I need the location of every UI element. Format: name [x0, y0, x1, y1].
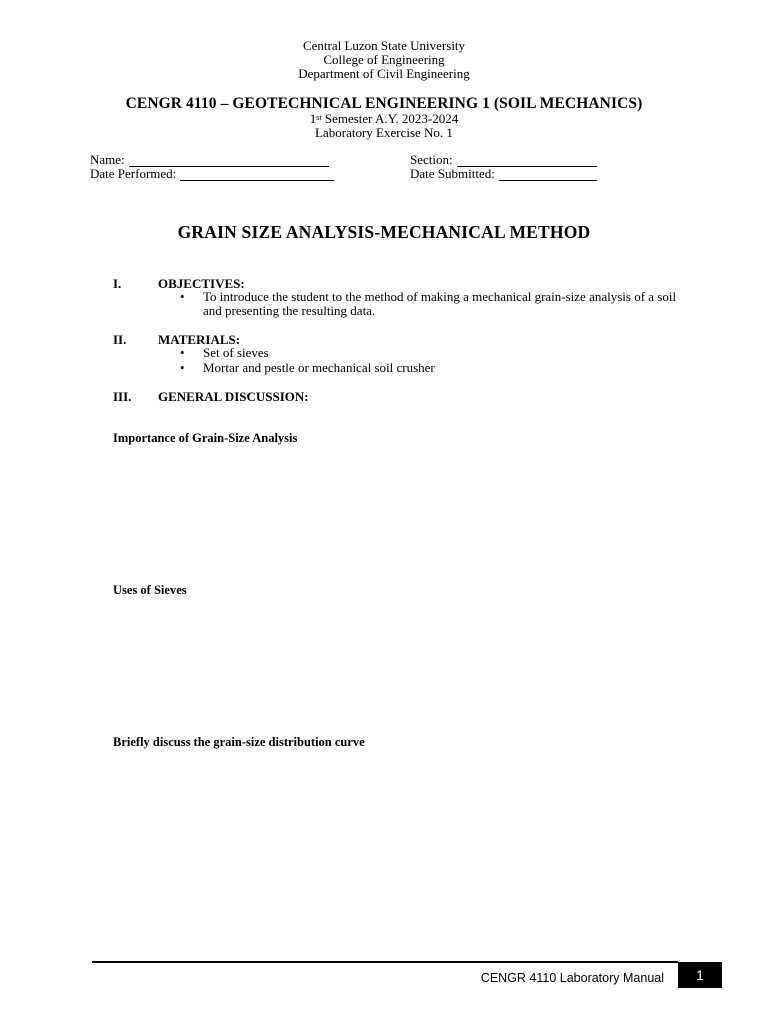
university-name: Central Luzon State University: [302, 38, 466, 53]
material-item: Set of sieves: [203, 345, 269, 360]
material-item: Mortar and pestle or mechanical soil crusher: [203, 360, 435, 375]
section-number: II.: [113, 332, 127, 347]
course-title: CENGR 4110 – GEOTECHNICAL ENGINEERING 1 (SOIL MECHANICS): [125, 95, 643, 112]
date-performed-blank[interactable]: [180, 168, 334, 181]
section-heading-objectives: OBJECTIVES:: [158, 276, 245, 291]
date-performed-field[interactable]: [90, 167, 334, 181]
subheading-distribution-curve: Briefly discuss the grain-size distribution curve: [113, 735, 365, 749]
section-number: III.: [113, 389, 132, 404]
name-label: Name:: [90, 152, 125, 167]
department-name: Department of Civil Engineering: [298, 66, 470, 81]
objective-item: To introduce the student to the method of making a mechanical grain-size analysis of a soil and presenting the resulting data.: [203, 289, 677, 318]
date-submitted-field[interactable]: [410, 167, 597, 181]
bullet-icon: •: [180, 360, 185, 375]
footer-divider: [92, 961, 678, 963]
section-field[interactable]: [410, 153, 597, 167]
name-field[interactable]: [90, 153, 329, 167]
exercise-title: GRAIN SIZE ANALYSIS-MECHANICAL METHOD: [177, 222, 591, 242]
section-heading-materials: MATERIALS:: [158, 332, 241, 347]
subheading-uses-of-sieves: Uses of Sieves: [113, 583, 187, 597]
semester-suffix: st: [316, 113, 322, 122]
exercise-number: Laboratory Exercise No. 1: [315, 125, 453, 140]
date-submitted-blank[interactable]: [499, 168, 597, 181]
date-submitted-label: Date Submitted:: [410, 166, 495, 181]
date-performed-label: Date Performed:: [90, 166, 177, 181]
footer-manual-label: CENGR 4110 Laboratory Manual: [480, 971, 664, 985]
section-number: I.: [113, 276, 122, 291]
semester-ordinal: 1: [309, 111, 317, 126]
bullet-icon: •: [180, 345, 185, 360]
semester-text: Semester A.Y. 2023-2024: [321, 111, 459, 126]
section-heading-general-discussion: GENERAL DISCUSSION:: [158, 389, 309, 404]
section-label: Section:: [410, 152, 453, 167]
bullet-icon: •: [180, 289, 185, 304]
semester-line: [0, 112, 768, 126]
college-name: College of Engineering: [323, 52, 445, 67]
subheading-importance: Importance of Grain-Size Analysis: [113, 431, 298, 445]
page-number: 1: [678, 962, 722, 988]
